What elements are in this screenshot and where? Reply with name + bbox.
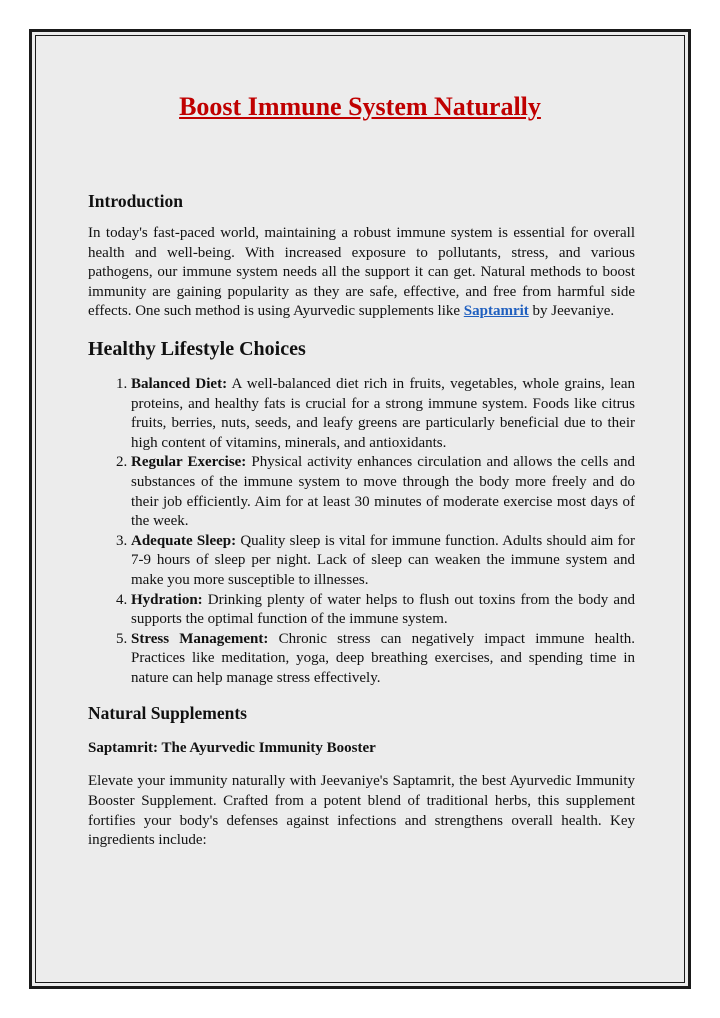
lifestyle-list [88, 375, 635, 689]
saptamrit-subheading: Saptamrit: The Ayurvedic Immunity Booster [88, 740, 376, 757]
list-item-term: Adequate Sleep: [131, 532, 237, 549]
supplements-paragraph: Elevate your immunity naturally with Jeevaniye's Saptamrit, the best Ayurvedic Immunity Booster Supplement. Crafted from a potent blend of traditional herbs, this supplement fortifies your body's defenses against infections and strengthens overall health. Key ingredients include: [88, 773, 635, 849]
supplements-heading: Natural Supplements [88, 703, 247, 724]
list-item-text: Physical activity enhances circulation and allows the cells and substances of the immune system to move through the body more freely and do their job efficiently. Aim for at least 30 minutes of moderate exercise most days of the week. [131, 454, 635, 530]
list-item-term: Regular Exercise: [131, 454, 247, 471]
list-item [131, 375, 635, 453]
list-item-text: Chronic stress can negatively impact immune health. Practices like meditation, yoga, deep breathing exercises, and spending time in nature can help manage stress effectively. [131, 630, 636, 686]
list-item [131, 591, 635, 630]
document-body [88, 190, 635, 851]
list-item-term: Balanced Diet: [131, 375, 228, 392]
document-title: Boost Immune System Naturally [179, 92, 541, 121]
introduction-heading: Introduction [88, 191, 183, 211]
list-item-text: Quality sleep is vital for immune function. Adults should aim for 7-9 hours of sleep per night. Lack of sleep can weaken the immune system and make you more susceptible to illnesses. [131, 532, 635, 588]
saptamrit-link[interactable]: Saptamrit [463, 303, 529, 320]
introduction-paragraph [88, 224, 635, 322]
list-item [131, 532, 635, 591]
lifestyle-heading: Healthy Lifestyle Choices [88, 337, 306, 360]
list-item [131, 453, 635, 531]
list-item-text: A well-balanced diet rich in fruits, vegetables, whole grains, lean proteins, and healthy fats is crucial for a strong immune system. Foods like citrus fruits, berries, nuts, seeds, and leafy greens are particularly beneficial due to their high content of vitamins, minerals, and antioxidants. [131, 375, 635, 451]
list-item-term: Hydration: [131, 591, 203, 608]
intro-text-start: In today's fast-paced world, maintaining a robust immune system is essential for overall health and well-being. With increased exposure to pollutants, stress, and various pathogens, our immune system needs all the support it can get. Natural methods to boost immunity are gaining popularity as they are safe, effective, and free from harmful side effects. One such method is using Ayurvedic supplements like [88, 225, 635, 320]
document-page [29, 29, 691, 989]
intro-text-end: by Jeevaniye. [528, 303, 615, 320]
list-item-text: Drinking plenty of water helps to flush out toxins from the body and supports the optimal function of the immune system. [131, 591, 635, 628]
list-item [131, 630, 635, 689]
list-item-term: Stress Management: [131, 630, 269, 647]
